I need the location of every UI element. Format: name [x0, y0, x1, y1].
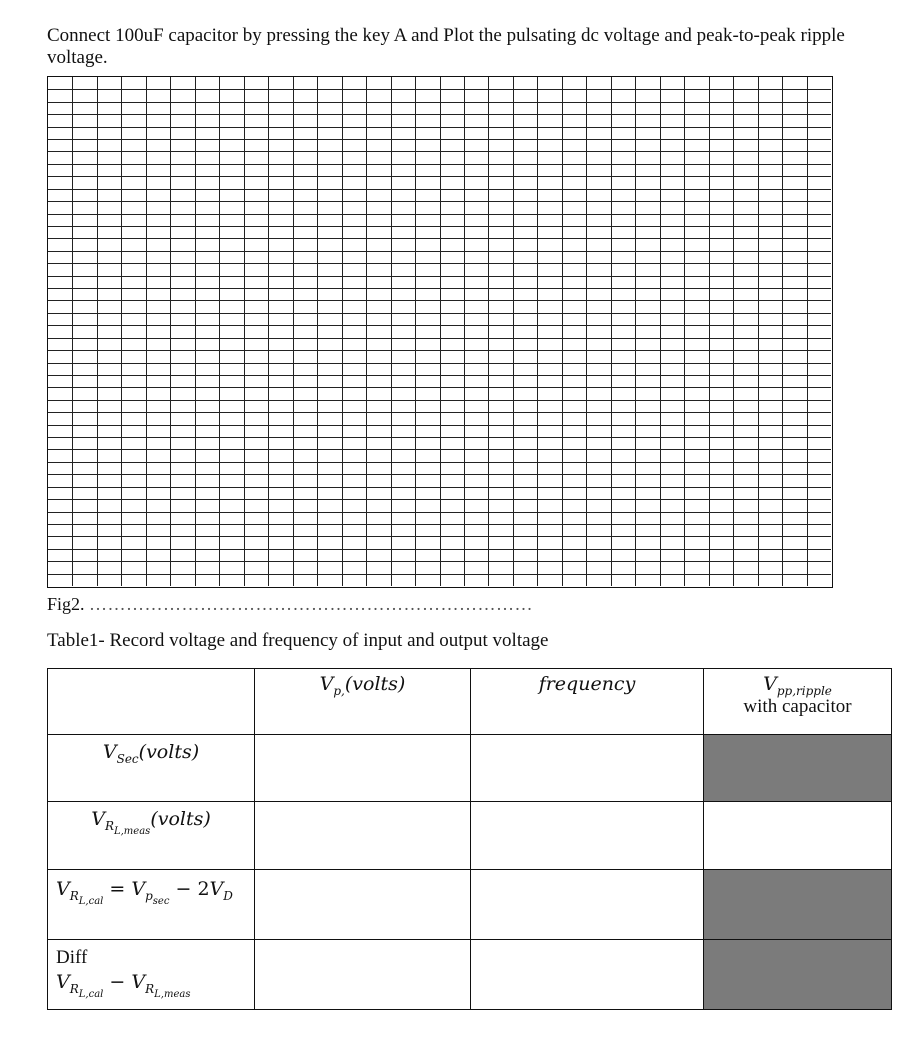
table-header-row — [48, 669, 892, 735]
row-vrl-meas-label: $V_{R_{L,meas}}(volts)$ — [48, 802, 255, 870]
graph-paper-grid[interactable] — [47, 76, 833, 588]
header-vp: $V_{p,}(volts)$ — [255, 669, 471, 735]
instruction-text: Connect 100uF capacitor by pressing the key A and Plot the pulsating dc voltage and peak-to-peak ripple voltage. — [47, 25, 845, 68]
row-vrl-cal — [48, 870, 892, 940]
grid-lines — [48, 77, 831, 586]
diff-vpp-cell-shaded — [704, 940, 892, 1010]
table-caption: Table1- Record voltage and frequency of input and output voltage — [47, 630, 549, 651]
figure-caption-dots: ……………………………………………………………… — [89, 594, 534, 614]
header-vpp-ripple: $V_{pp,ripple}$ with capacitor — [704, 669, 892, 735]
header-frequency: frequency — [471, 669, 704, 735]
vrl-meas-frequency-cell[interactable] — [471, 802, 704, 870]
vrl-meas-vp-cell[interactable] — [255, 802, 471, 870]
figure-caption — [47, 593, 533, 615]
header-empty-cell — [48, 669, 255, 735]
vsec-vp-cell[interactable] — [255, 735, 471, 802]
vrl-cal-vp-cell[interactable] — [255, 870, 471, 940]
vrl-cal-vpp-cell-shaded — [704, 870, 892, 940]
vrl-meas-vpp-cell[interactable] — [704, 802, 892, 870]
row-vsec-label: $V_{Sec}(volts)$ — [48, 735, 255, 802]
figure-label: Fig2. — [47, 594, 85, 614]
vrl-cal-frequency-cell[interactable] — [471, 870, 704, 940]
vsec-vpp-cell-shaded — [704, 735, 892, 802]
results-table — [47, 668, 892, 1010]
diff-vp-cell[interactable] — [255, 940, 471, 1010]
row-diff — [48, 940, 892, 1010]
vsec-frequency-cell[interactable] — [471, 735, 704, 802]
row-vrl-cal-label: $V_{R_{L,cal}} = V_{p_{sec}} - 2V_D$ — [48, 870, 255, 940]
row-vsec — [48, 735, 892, 802]
row-diff-label: Diff $V_{R_{L,cal}} - V_{R_{L,meas}}$ — [48, 940, 255, 1010]
diff-frequency-cell[interactable] — [471, 940, 704, 1010]
header-vpp-note: with capacitor — [743, 696, 852, 717]
row-vrl-meas — [48, 802, 892, 870]
